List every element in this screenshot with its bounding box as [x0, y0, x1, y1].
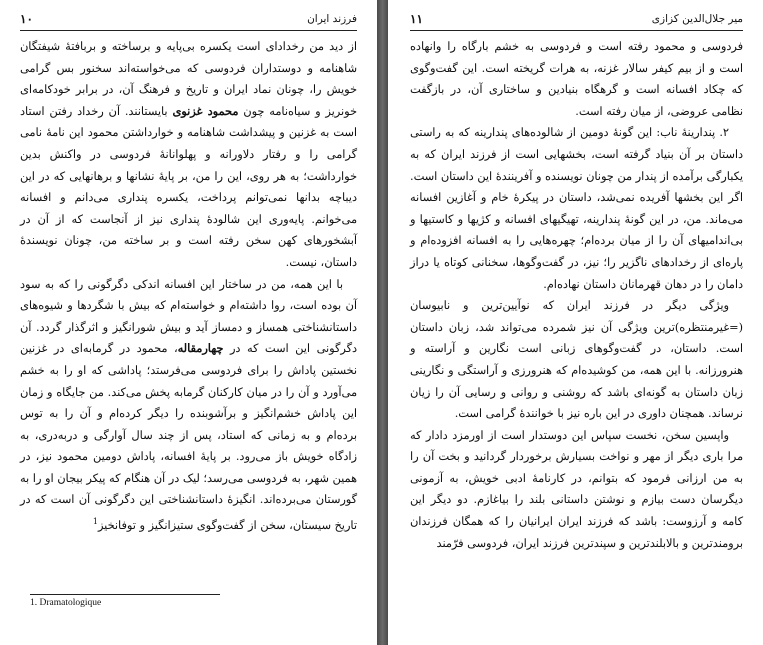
header-rule: [410, 30, 743, 31]
right-page: [388, 0, 763, 645]
paragraph: واپسین سخن، نخست سپاس این دوستدار است از اورمزد دادار که مرا باری دیگر از مهر و نواخت بسیارش برخوردار گردانید و بخت آن را به من ارزانی فرمود که بتوانم، در کارنامهٔ ادبی خویش، به آزمونی دیگرسان دست بیازم و نوشتن داستانی بلند را بیاغازم. دو دیگر این کامه و آرزوست: باشد که فرزند ایران ایرانیان را که همگان فرزندان برومندترین و بالابلندترین و سپندترین فرزند ایران، فردوسی فرّمند: [410, 428, 743, 550]
page-number: ۱۰: [20, 12, 33, 26]
paragraph: ویژگی دیگر در فرزند ایران که نوآیین‌ترین و نابیوسان (=غیرمنتظره)ترین ویژگی آن نیز شمرده می‌تواند شد، زبان داستان است. داستان، در گفت‌وگوهای زبانی است نگارین و آراسته و هنرورزانه. با این همه، من کوشیده‌ام که هنرورزی و آراستگی و نگارینی زبان داستان به گونه‌ای باشد که روشنی و روانی و رسایی آن را زیان نرساند. همچنان داوری در این باره نیز با خوانندهٔ گرامی است.: [410, 299, 743, 421]
paragraph: ۲. پندارینهٔ ناب: این گونهٔ دومین از شالوده‌های پندارینه که به راستی داستان بر آن بنیاد گرفته است، بخشهایی است از فرزند ایران که به یکبارگی برآمده از پندار من چونان نویسنده و آفرینندهٔ این داستان است. اگر این بخشها آفریده نمی‌شد، داستان در پیکرهٔ خام و آغازین افسانه می‌ماند. من، در این گونهٔ پندارینه، تهیگیهای افسانه و کژیها و کاستیها و بی‌اندامیهای آن را از میان برده‌ام؛ چهره‌هایی را به افسانه افزوده‌ام و پاره‌ای از رخدادهای ناگزیر را؛ نیز، در گفت‌وگوها، سخنانی کوتاه یا دراز دامان را در دهان قهرمانان داستان نهاده‌ام.: [410, 126, 743, 291]
left-page: [0, 0, 377, 645]
right-page-header: [410, 10, 743, 28]
book-gutter: [377, 0, 388, 645]
footnote-marker[interactable]: 1: [92, 517, 98, 527]
bold-term: محمود غزنوی: [172, 103, 239, 118]
paragraph: از دید من رخدادای است یکسره بی‌پایه و برساخته و بربافتهٔ شیفتگان شاهنامه و دوستداران فردوسی که می‌خواسته‌اند سخنور بس گرامی خویش را، چونان نماد ایران و تاریخ و فرهنگ آن، در برابر خودکامه‌ای خونریز و سیاه‌نامه چون محمود غزنوی بایستانند. آن رخداد رفتن استاد است به غزنین و پیشداشت شاهنامه و خوارداشتن محمود این نامهٔ نامی گرامی را و رفتار دلاورانه و پهلوانانهٔ فردوسی در واکنش بدین خوارداشت؛ به هر روی، این را من، بر پایهٔ نشانها و برهانهایی که در این دیباچه بدانها نمی‌توانم پرداخت، یکسره پنداری می‌دانم و افسانه می‌خوانم. پایه‌وری این شالودهٔ پنداری نیز از آنجاست که از آن در آبشخورهای کهن سخن رفته است و بر ساخته من، چونان نویسندهٔ داستان، نیست.: [20, 40, 358, 269]
header-rule: [20, 30, 357, 31]
paragraph: با این همه، من در ساختار این افسانه اندکی دگرگونی را که به سود آن بوده است، روا داشته‌ام و خواسته‌ام که بیش با شگردها و شیوه‌های داستانشناختی همساز و دمساز آید و بیش شورانگیز و اثرگذار گردد. آن دگرگونی این است که در چهارمقاله، محمود در گرمابه‌ای در غزنین نخستین پاداش را برای فردوسی می‌فرستد؛ پاداشی که او را به خشم می‌آورد و آن را در میان کارکنان گرمابه پخش می‌کند. من جایگاه و زمان این پاداش خشم‌انگیز و برآشوبنده را دیگر کرده‌ام و آن را به توس برده‌ام و به زمانی که استاد، پس از چند سال آوارگی و دربه‌دری، به زادگاه خویش باز می‌رود. بر پایهٔ افسانه، پاداش دومین محمود نیز، در همین شهر، به فردوسی می‌رسد؛ لیک در آن هنگام که پیکر بیجان او را به گورستان می‌برده‌اند. انگیزهٔ داستانشناختی این دگرگونی آن است که در تاریخ سیستان، سخن از گفت‌وگوی ستیزانگیز و توفانخیز$^1$: [20, 277, 357, 532]
paragraph: فردوسی و محمود رفته است و فردوسی به خشم بارگاه را وانهاده است و از بیم کیفر سالار غزنه، به هرات گریخته است. این گفت‌وگوی که چکاد افسانه است و گرهگاه بنیادین و ساختاری آن، در بازگفت نظامی عروضی، از میان رفته است.: [410, 40, 743, 118]
running-head: فرزند ایران: [307, 13, 357, 25]
page-number: ۱۱: [410, 12, 423, 26]
left-page-body: [20, 36, 357, 536]
footnote: 1. Dramatologique: [30, 598, 102, 608]
footnote-rule: [30, 594, 220, 595]
left-page-header: [20, 10, 357, 28]
bold-term: چهارمقاله: [177, 341, 224, 356]
running-head: میر جلال‌الدین کزازی: [651, 13, 743, 25]
right-page-body: [410, 36, 743, 554]
